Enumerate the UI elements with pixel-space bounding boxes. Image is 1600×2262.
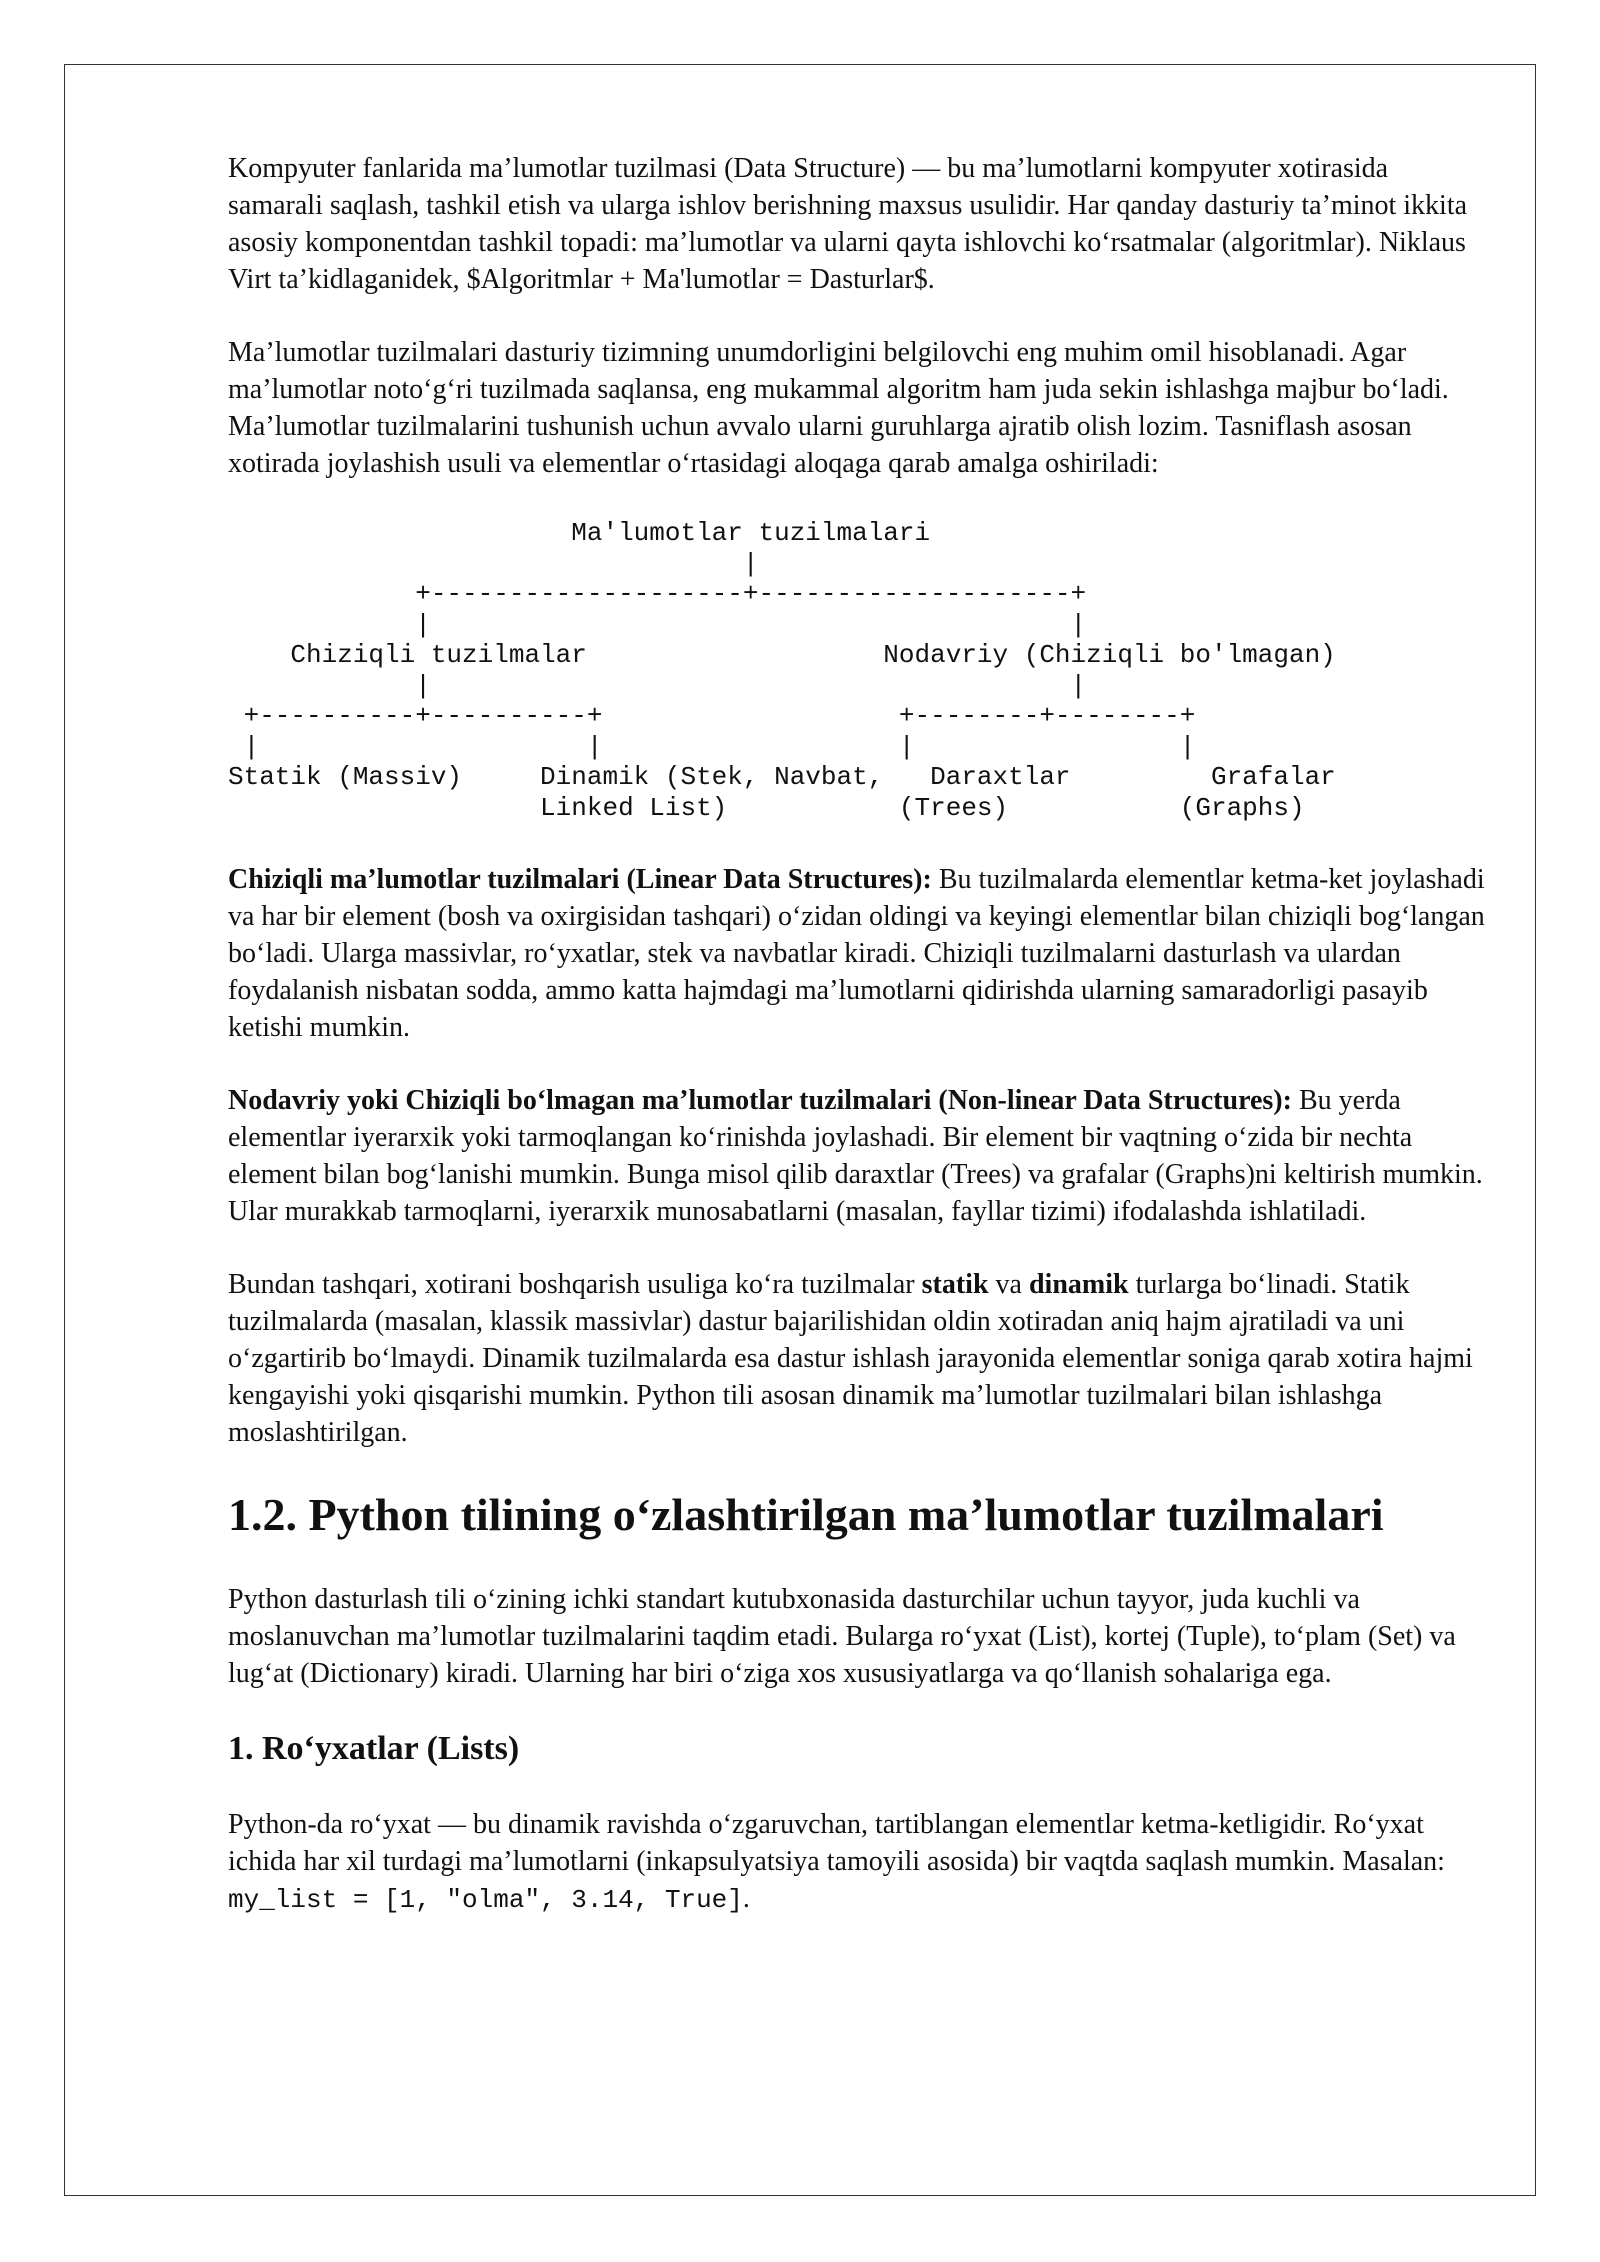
lists-end: . — [742, 1883, 750, 1914]
document-body — [228, 150, 1488, 1955]
linear-structures-heading: Chiziqli maʼlumotlar tuzilmalari (Linear Data Structures): — [228, 864, 932, 895]
section-intro-paragraph: Python dasturlash tili oʻzining ichki standart kutubxonasida dasturchilar uchun tayyor, juda kuchli va moslanuvchan maʼlumotlar tuzilmalarini taqdim etadi. Bularga roʻyxat (List), kortej (Tuple), toʻplam (Set) va lugʻat (Dictionary) kiradi. Ularning har biri oʻziga xos xususiyatlarga va qoʻllanish sohalariga ega. — [228, 1584, 1456, 1689]
linear-structures-text: Bu tuzilmalarda elementlar ketma-ket joylashadi va har bir element (bosh va oxirgisidan tashqari) oʻzidan oldingi va keyingi elementlar bilan chiziqli bogʻlangan boʻladi. Ularga massivlar, roʻyxatlar, stek va navbatlar kiradi. Chiziqli tuzilmalarni dasturlash va ulardan foydalanish nisbatan sodda, ammo katta hajmdagi maʼlumotlarni qidirishda ularning samaradorligi pasayib ketishi mumkin. — [228, 864, 1485, 1043]
memory-text-1: Bundan tashqari, xotirani boshqarish usuliga koʻra tuzilmalar — [228, 1269, 922, 1300]
intro-paragraph-2: Maʼlumotlar tuzilmalari dasturiy tizimning unumdorligini belgilovchi eng muhim omil hisoblanadi. Agar maʼlumotlar notoʻgʻri tuzilmada saqlansa, eng mukammal algoritm ham juda sekin ishlashga majbur boʻladi. Maʼlumotlar tuzilmalarini tushunish uchun avvalo ularni guruhlarga ajratib olish lozim. Tasniflash asosan xotirada joylashish usuli va elementlar oʻrtasidagi aloqaga qarab amalga oshiriladi: — [228, 337, 1449, 479]
lists-text: Python-da roʻyxat — bu dinamik ravishda oʻzgaruvchan, tartiblangan elementlar ketma-ketligidir. Roʻyxat ichida har xil turdagi maʼlumotlarni (inkapsulyatsiya tamoyili asosida) bir vaqtda saqlash mumkin. Masalan: — [228, 1809, 1445, 1877]
lists-paragraph — [228, 1806, 1488, 1919]
nonlinear-structures-heading: Nodavriy yoki Chiziqli boʻlmagan maʼlumotlar tuzilmalari (Non-linear Data Structures): — [228, 1085, 1292, 1116]
memory-text-3: turlarga boʻlinadi. Statik tuzilmalarda (masalan, klassik massivlar) dastur bajarilishidan oldin xotiradan aniq hajm ajratiladi va uni oʻzgartirib boʻlmaydi. Dinamik tuzilmalarda esa dastur ishlash jarayonida elementlar soniga qarab xotira hajmi kengayishi yoki qisqarishi mumkin. Python tili asosan dinamik maʼlumotlar tuzilmalari bilan ishlashga moslashtirilgan. — [228, 1269, 1473, 1448]
memory-management-paragraph — [228, 1266, 1488, 1451]
dynamic-term: dinamik — [1028, 1269, 1129, 1300]
linear-structures-paragraph — [228, 861, 1488, 1046]
section-heading: 1.2. Python tilining oʻzlashtirilgan maʼlumotlar tuzilmalari — [228, 1489, 1384, 1540]
nonlinear-structures-paragraph — [228, 1082, 1488, 1230]
nonlinear-structures-text: Bu yerda elementlar iyerarxik yoki tarmoqlangan koʻrinishda joylashadi. Bir element bir vaqtning oʻzida bir nechta element bilan bogʻlanishi mumkin. Bunga misol qilib daraxtlar (Trees) va grafalar (Graphs)ni keltirish mumkin. Ular murakkab tarmoqlarni, iyerarxik munosabatlarni (masalan, fayllar tizimi) ifodalashda ishlatiladi. — [228, 1085, 1483, 1227]
code-example: my_list = [1, "olma", 3.14, True] — [228, 1885, 743, 1915]
memory-text-2: va — [988, 1269, 1029, 1300]
structure-tree-diagram: Ma'lumotlar tuzilmalari | +--------------------+--------------------+ | | Chiziqli tuzilmalar Nodavriy (Chiziqli bo'lmagan) | | +----------+----------+ +--------+--------+ | | | | Statik (Massiv) Dinamik (Stek, Navbat, Daraxtlar Grafalar Linked List) (Trees) (Graphs) — [228, 518, 1336, 823]
intro-paragraph-1: Kompyuter fanlarida maʼlumotlar tuzilmasi (Data Structure) — bu maʼlumotlarni kompyuter xotirasida samarali saqlash, tashkil etish va ularga ishlov berishning maxsus usulidir. Har qanday dasturiy taʼminot ikkita asosiy komponentdan tashkil topadi: maʼlumotlar va ularni qayta ishlovchi koʻrsatmalar (algoritmlar). Niklaus Virt taʼkidlaganidek, $Algoritmlar + Ma'lumotlar = Dasturlar$. — [228, 153, 1468, 295]
lists-subheading: 1. Roʻyxatlar (Lists) — [228, 1730, 520, 1767]
static-term: statik — [921, 1269, 989, 1300]
